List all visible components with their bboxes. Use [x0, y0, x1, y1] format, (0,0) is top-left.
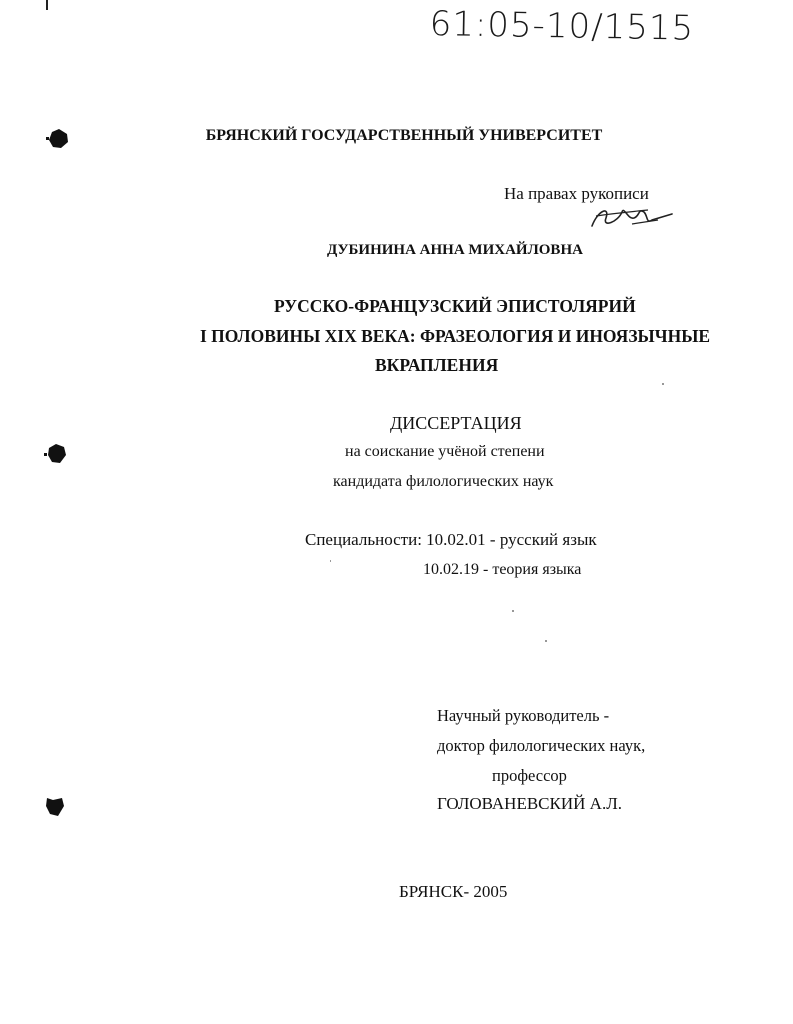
degree-line-2: кандидата филологических наук	[333, 473, 554, 490]
document-type: ДИССЕРТАЦИЯ	[390, 413, 522, 433]
archive-number-handwritten: 61:05-10/1515	[429, 4, 695, 49]
supervisor-title: профессор	[492, 766, 567, 785]
binder-hole-icon	[44, 442, 68, 466]
scan-speck	[512, 610, 514, 612]
scan-speck	[545, 640, 547, 642]
signature-scribble	[588, 200, 678, 232]
title-line-2: I ПОЛОВИНЫ XIX ВЕКА: ФРАЗЕОЛОГИЯ И ИНОЯЗЫЧНЫЕ	[200, 326, 711, 346]
city-year: БРЯНСК- 2005	[399, 882, 508, 901]
supervisor-name: ГОЛОВАНЕВСКИЙ А.Л.	[437, 794, 622, 813]
title-line-1: РУССКО-ФРАНЦУЗСКИЙ ЭПИСТОЛЯРИЙ	[274, 296, 636, 316]
manuscript-rights: На правах рукописи	[504, 184, 649, 203]
supervisor-degree: доктор филологических наук,	[437, 736, 646, 755]
scan-speck	[330, 560, 331, 562]
top-edge-mark	[46, 0, 48, 10]
specialty-line-1: Специальности: 10.02.01 - русский язык	[305, 530, 597, 549]
binder-hole-icon	[44, 796, 66, 818]
supervisor-role: Научный руководитель -	[437, 706, 610, 725]
author-name: ДУБИНИНА АННА МИХАЙЛОВНА	[327, 242, 583, 258]
title-line-3: ВКРАПЛЕНИЯ	[375, 355, 499, 375]
degree-line-1: на соискание учёной степени	[345, 443, 545, 460]
scan-speck	[662, 383, 664, 385]
specialty-line-2: 10.02.19 - теория языка	[423, 561, 582, 578]
university-name: БРЯНСКИЙ ГОСУДАРСТВЕННЫЙ УНИВЕРСИТЕТ	[205, 127, 603, 144]
